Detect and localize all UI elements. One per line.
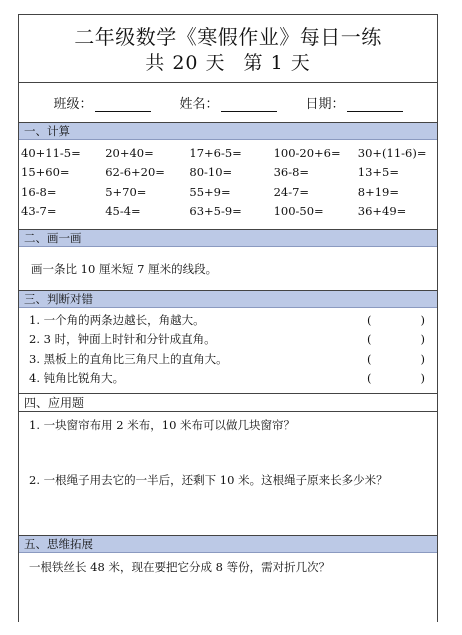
thinking-question: 一根铁丝长 48 米，现在要把它分成 8 等份，需对折几次？ <box>29 560 331 574</box>
calc-problem: 36-8= <box>273 165 310 180</box>
calc-problem: 5+70= <box>105 184 147 199</box>
section-true-false-header: 三、判断对错 <box>19 291 437 308</box>
calc-problem: 30+(11-6)= <box>357 145 427 160</box>
answer-parentheses[interactable]: ( ) <box>367 351 425 366</box>
calc-row <box>21 163 437 183</box>
section-thinking-header: 五、思维拓展 <box>19 536 437 553</box>
answer-parentheses[interactable]: ( ) <box>367 312 425 327</box>
calc-problem: 62-6+20= <box>105 165 165 180</box>
date-field <box>305 93 402 112</box>
calc-problem: 8+19= <box>357 184 399 199</box>
calc-problem: 100-20+6= <box>273 145 341 160</box>
title-block <box>19 15 437 83</box>
calc-row <box>21 182 437 202</box>
calc-problem: 55+9= <box>189 184 231 199</box>
application-question-1: 1. 一块窗帘布用 2 米布，10 米布可以做几块窗帘？ <box>29 418 296 432</box>
calc-problem: 63+5-9= <box>189 204 242 219</box>
calc-problem: 24-7= <box>273 184 310 199</box>
calc-problem: 80-10= <box>189 165 233 180</box>
calc-problem: 40+11-5= <box>21 145 81 160</box>
worksheet-title: 二年级数学《寒假作业》每日一练 <box>74 25 382 49</box>
class-field <box>53 93 150 112</box>
calc-problem: 15+60= <box>21 165 70 180</box>
judge-statement: 4. 钝角比锐角大。 <box>29 371 125 386</box>
section-calculation <box>19 123 437 230</box>
judge-item <box>19 310 437 330</box>
student-info-row <box>19 83 437 123</box>
name-blank[interactable] <box>221 98 277 112</box>
calc-problem: 13+5= <box>357 165 399 180</box>
calc-problem: 36+49= <box>357 204 407 219</box>
worksheet <box>18 14 438 622</box>
day-counter <box>19 50 437 76</box>
section-calculation-header: 一、计算 <box>19 123 437 140</box>
judge-statement: 1. 一个角的两条边越长，角越大。 <box>29 312 205 327</box>
calculation-grid <box>19 140 437 221</box>
date-label: 日期： <box>305 97 345 112</box>
total-days: 共 20 天 <box>145 52 226 74</box>
calc-problem: 43-7= <box>21 204 57 219</box>
section-drawing <box>19 230 437 291</box>
judge-statement: 2. 3 时，钟面上时针和分针成直角。 <box>29 332 216 347</box>
section-thinking <box>19 536 437 635</box>
date-blank[interactable] <box>347 98 403 112</box>
drawing-task: 画一条比 10 厘米短 7 厘米的线段。 <box>31 262 218 276</box>
section-true-false <box>19 291 437 394</box>
calc-row <box>21 202 437 222</box>
calc-problem: 100-50= <box>273 204 324 219</box>
true-false-list <box>19 308 437 388</box>
judge-item <box>19 369 437 389</box>
calc-problem: 17+6-5= <box>189 145 242 160</box>
calc-problem: 45-4= <box>105 204 141 219</box>
name-field <box>179 93 276 112</box>
section-drawing-header: 二、画一画 <box>19 230 437 247</box>
class-blank[interactable] <box>95 98 151 112</box>
calc-problem: 16-8= <box>21 184 57 199</box>
answer-parentheses[interactable]: ( ) <box>367 371 425 386</box>
judge-statement: 3. 黑板上的直角比三角尺上的直角大。 <box>29 351 228 366</box>
section-application-header: 四、应用题 <box>19 394 437 412</box>
class-label: 班级： <box>53 97 93 112</box>
calc-problem: 20+40= <box>105 145 154 160</box>
answer-parentheses[interactable]: ( ) <box>367 332 425 347</box>
name-label: 姓名： <box>179 97 219 112</box>
current-day: 第 1 天 <box>243 52 311 74</box>
section-application <box>19 394 437 536</box>
judge-item <box>19 330 437 350</box>
calc-row <box>21 143 437 163</box>
application-question-2: 2. 一根绳子用去它的一半后，还剩下 10 米。这根绳子原来长多少米？ <box>29 473 388 487</box>
judge-item <box>19 349 437 369</box>
